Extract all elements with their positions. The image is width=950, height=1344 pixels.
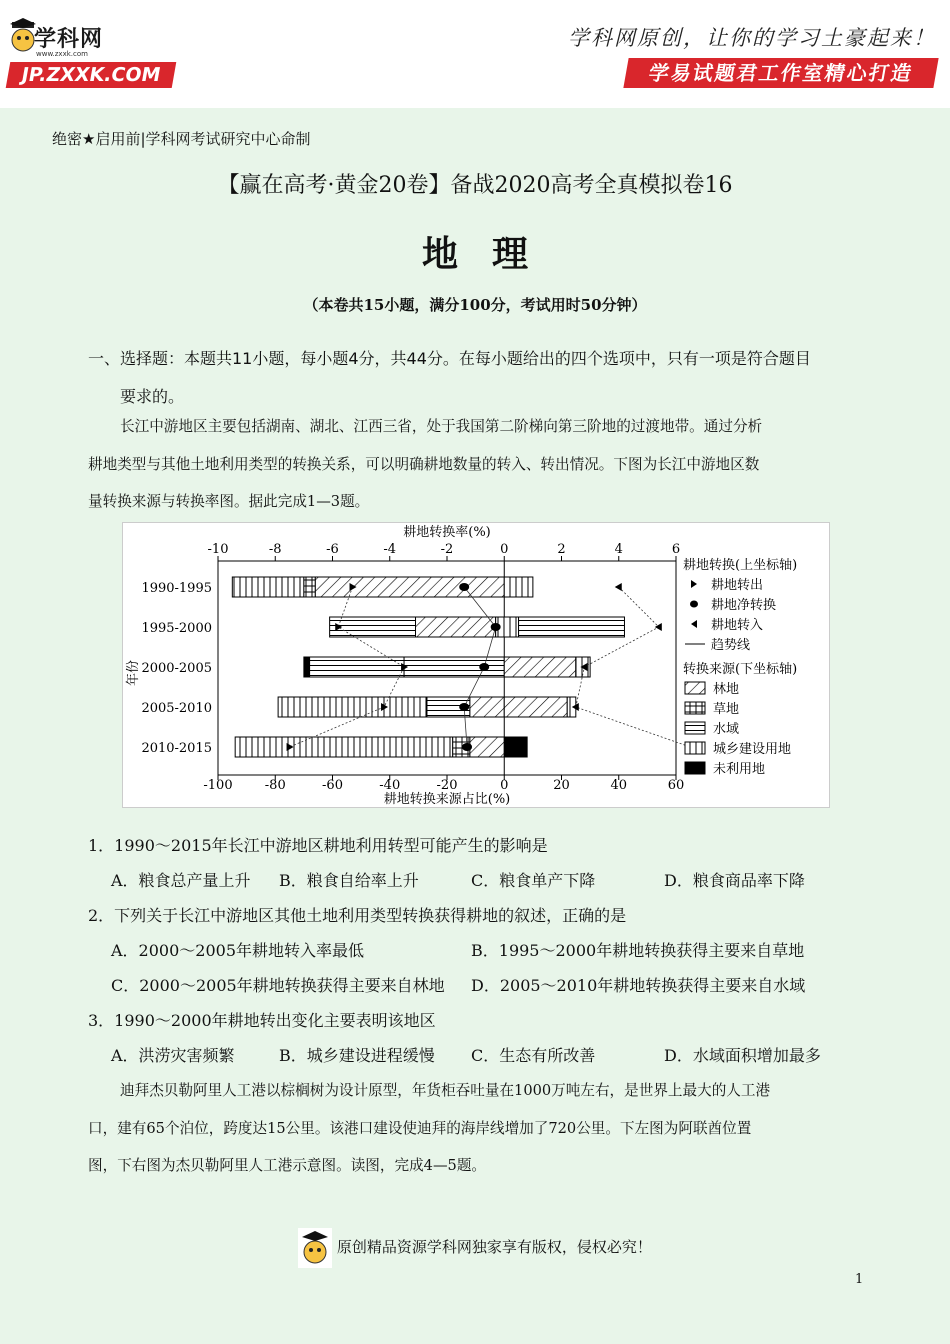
q3-option-c: C．生态有所改善 [471,1046,596,1065]
footer [0,1228,950,1268]
chart-svg [123,523,829,807]
bar-segment-urban [278,697,427,717]
conversion-in-point [615,583,622,591]
category-label: 2010-2015 [141,741,212,756]
bar-segment-water [330,617,416,637]
category-label: 2000-2005 [141,661,212,676]
q3-option-d: D．水域面积增加最多 [664,1046,821,1065]
passage-1-line-3: 量转换来源与转换率图。据此完成1—3题。 [88,493,370,510]
bar-segment-forest [416,617,496,637]
passage-2-line-2: 口，建有65个泊位，跨度达15公里。该港口建设使迪拜的海岸线增加了720公里。下左图为阿联酋位置 [88,1119,752,1137]
mascot-icon [298,1228,332,1268]
bottom-tick-label: 0 [500,778,509,793]
slogan: 学科网原创，让你的学习土豪起来！ [568,26,936,50]
exam-note: （本卷共15小题，满分100分，考试用时50分钟） [303,296,647,314]
section-line-2: 要求的。 [120,387,185,406]
top-tick-label: -10 [207,542,229,557]
studio-banner: 学易试题君工作室精心打造 [623,58,938,88]
bar-segment-water [310,657,404,677]
bar-segment-urban [504,577,533,597]
net-conversion-point [479,663,489,671]
passage-1-line-1: 长江中游地区主要包括湖南、湖北、江西三省，处于我国第二阶梯向第三阶地的过渡地带。通过分析 [120,418,763,435]
legend-top-label: 耕地转出 [711,578,764,593]
bottom-tick-label: -60 [322,778,343,793]
bar-segment-forest [470,737,504,757]
logo-name: 学科网 [34,27,104,52]
question-2-stem: 2．下列关于长江中游地区其他土地利用类型转换获得耕地的叙述，正确的是 [88,906,627,925]
legend-net-marker [690,601,698,608]
section-heading [88,340,878,416]
bottom-tick-label: -20 [436,778,458,793]
legend-bottom-label: 水域 [713,722,740,737]
legend-bottom-label: 未利用地 [713,762,766,777]
passage-2 [88,1072,878,1185]
bottom-axis-title: 耕地转换来源占比(%) [383,792,511,807]
net-conversion-point [462,743,472,751]
q3-option-b: B．城乡建设进程缓慢 [279,1046,435,1065]
top-tick-label: -2 [440,542,454,557]
land-conversion-chart [122,522,830,808]
legend-swatch-unused [685,762,705,774]
q3-option-a: A．洪涝灾害频繁 [111,1046,235,1065]
logo-url: www.zxxk.com [36,50,88,58]
top-axis-title: 耕地转换率(%) [403,525,491,540]
bar-segment-forest [470,697,504,717]
bar-segment-water [404,657,504,677]
logo-banner: JP.ZXXK.COM [6,62,177,88]
bar-segment-forest [315,577,504,597]
mascot-icon [10,18,36,58]
q1-option-c: C．粮食单产下降 [471,871,596,890]
net-conversion-point [459,703,469,711]
y-axis-label: 年份 [126,659,141,687]
q1-option-d: D．粮食商品率下降 [664,871,805,890]
page-number: 1 [855,1272,864,1287]
q2-option-b: B．1995～2000年耕地转换获得主要来自草地 [471,941,805,960]
top-tick-label: 2 [557,542,566,557]
top-tick-label: 4 [614,542,623,557]
bar-segment-grass [304,577,315,597]
top-tick-label: -6 [326,542,339,557]
passage-2-line-1: 迪拜杰贝勒阿里人工港以棕榈树为设计原型，年货柜吞吐量在1000万吨左右，是世界上最大的人工港 [120,1082,771,1099]
bottom-tick-label: -100 [203,778,233,793]
q1-option-b: B．粮食自给率上升 [279,871,419,890]
bar-segment-forest [504,657,576,677]
category-label: 1995-2000 [141,621,212,636]
top-tick-label: 0 [500,542,509,557]
question-1-stem: 1．1990～2015年长江中游地区耕地利用转型可能产生的影响是 [88,836,548,855]
legend-bottom-label: 草地 [713,702,740,717]
top-tick-label: -8 [268,542,282,557]
legend-swatch-urban [685,742,705,754]
secret-line: 绝密★启用前|学科网考试研究中心命制 [52,130,311,148]
bar-segment-urban [232,577,304,597]
net-conversion-point [459,583,469,591]
document-page [0,108,950,1344]
page-header [0,0,950,108]
bottom-tick-label: 20 [553,778,570,793]
bar-segment-water [519,617,625,637]
category-label: 2005-2010 [141,701,212,716]
section-line-1: 一、选择题：本题共11小题，每小题4分，共44分。在每小题给出的四个选项中，只有一项是符合题目 [88,349,811,368]
legend-title-top: 耕地转换(上坐标轴) [683,558,798,573]
bar-segment-forest [504,697,567,717]
top-tick-label: -4 [383,542,397,557]
logo [10,18,36,62]
copyright-text: 原创精品资源学科网独家享有版权，侵权必究！ [336,1238,652,1256]
legend-bottom-label: 城乡建设用地 [713,742,792,757]
category-label: 1990-1995 [141,581,212,596]
exam-title: 【赢在高考·黄金20卷】备战2020高考全真模拟卷16 [217,173,733,198]
bottom-tick-label: -80 [264,778,286,793]
passage-2-line-3: 图，下右图为杰贝勒阿里人工港示意图。读图，完成4—5题。 [88,1157,487,1174]
bottom-tick-label: 60 [667,778,685,793]
legend-swatch-forest [685,682,705,694]
passage-1 [88,408,878,521]
bar-segment-urban [235,737,453,757]
legend-title-bottom: 转换来源(下坐标轴) [683,662,798,677]
legend-swatch-water [685,722,705,734]
bottom-tick-label: -40 [379,778,401,793]
question-3-stem: 3．1990～2000年耕地转出变化主要表明该地区 [88,1011,436,1030]
q2-option-c: C．2000～2005年耕地转换获得主要来自林地 [111,976,445,995]
trend-line-in [576,587,691,747]
legend-top-label: 趋势线 [711,638,751,653]
bottom-tick-label: 40 [610,778,628,793]
q2-option-a: A．2000～2005年耕地转入率最低 [111,941,364,960]
subject-title: 地理 [421,234,562,275]
legend-top-label: 耕地转入 [711,618,764,633]
legend-out-marker [691,580,697,588]
q2-option-d: D．2005～2010年耕地转换获得主要来自水域 [471,976,806,995]
legend-swatch-grass [685,702,705,714]
passage-1-line-2: 耕地类型与其他土地利用类型的转换关系，可以明确耕地数量的转入、转出情况。下图为长江中游地区数 [88,455,760,473]
legend-in-marker [691,620,697,628]
q1-option-a: A．粮食总产量上升 [111,871,251,890]
top-tick-label: 6 [671,542,681,557]
net-conversion-point [491,623,501,631]
bar-segment-unused [304,657,310,677]
legend-top-label: 耕地净转换 [711,598,777,613]
legend-bottom-label: 林地 [713,682,740,697]
bar-segment-unused [504,737,527,757]
